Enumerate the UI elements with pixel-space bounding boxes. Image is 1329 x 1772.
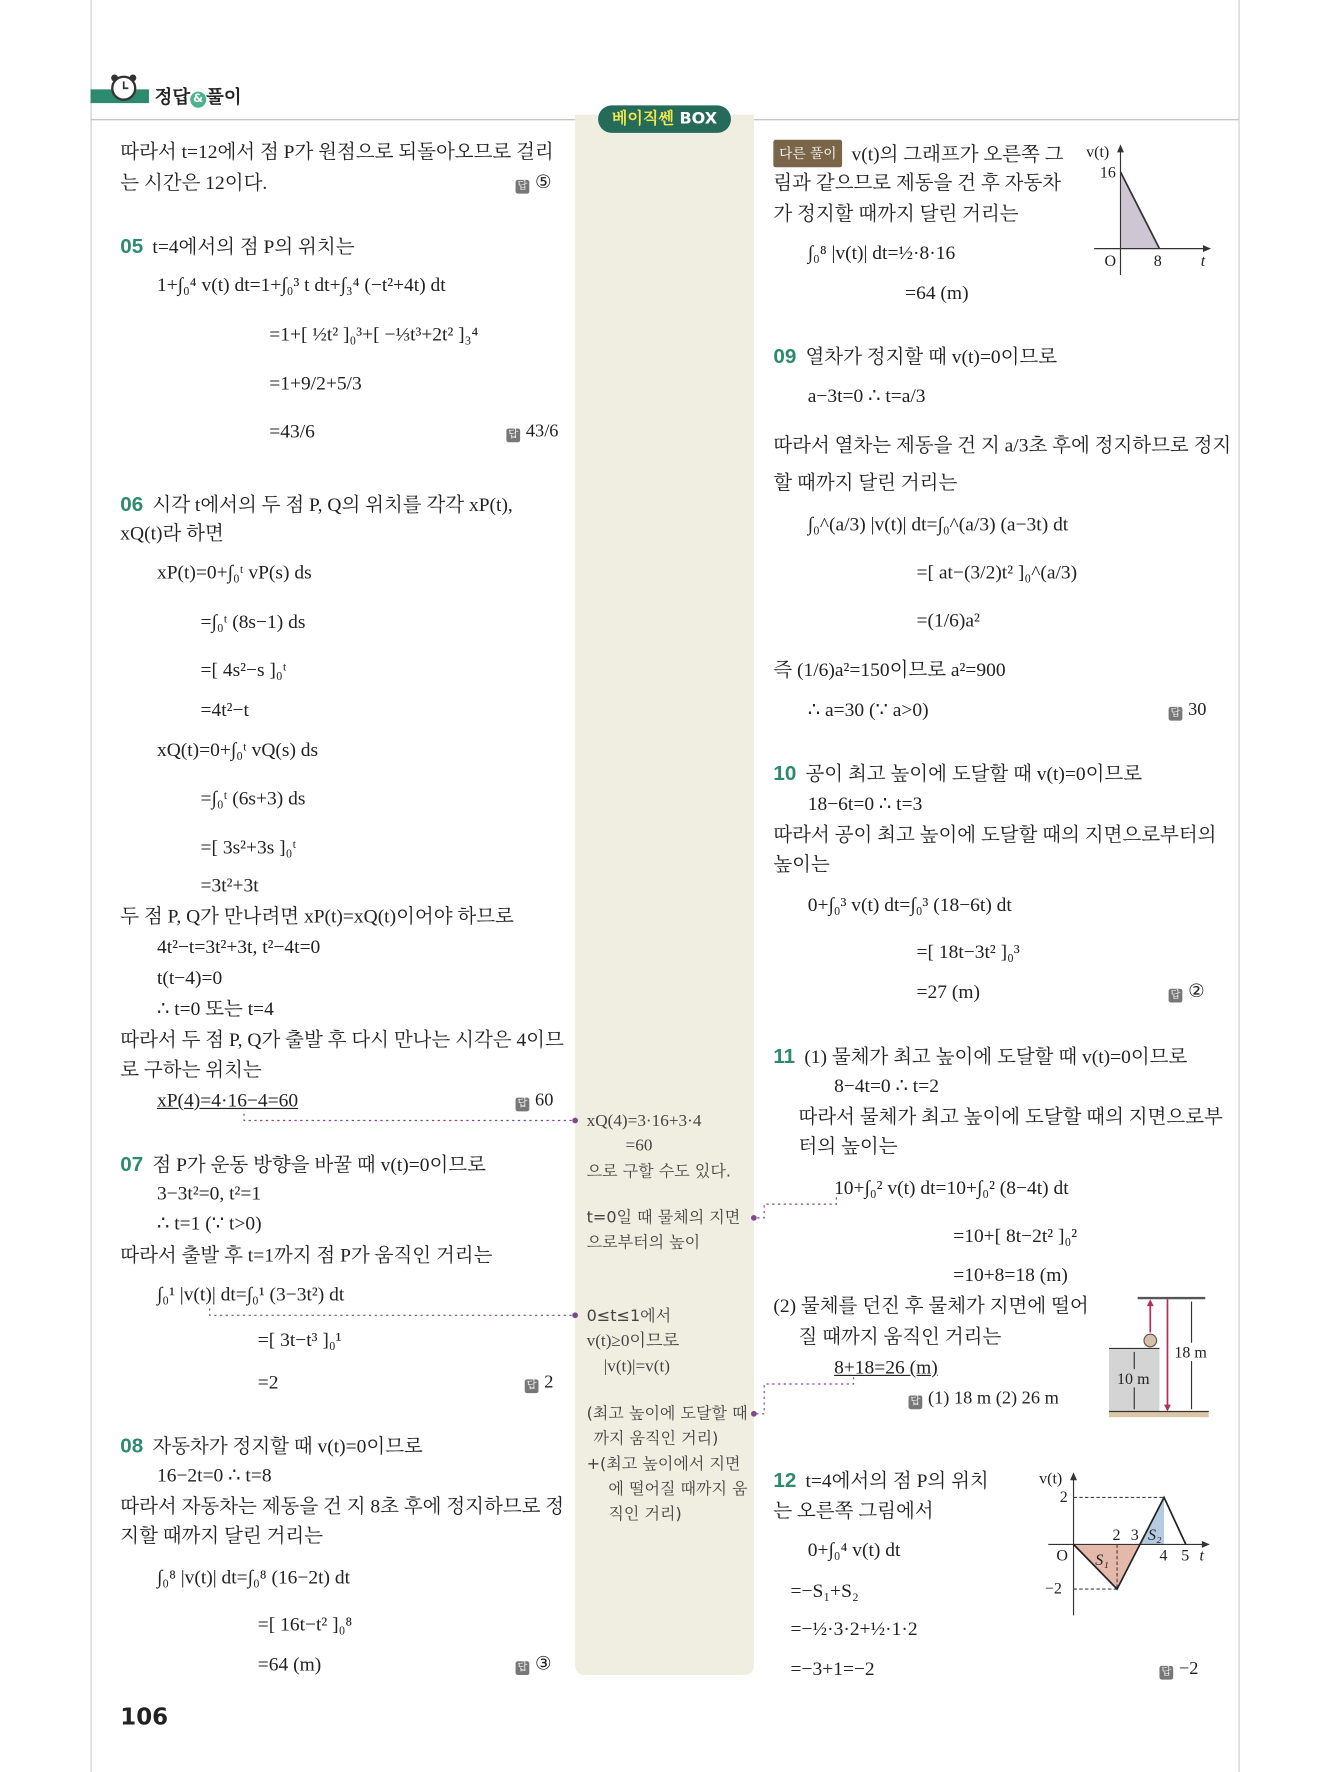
math-line: ∫₀⁸ |v(t)| dt=½·8·16: [807, 241, 956, 264]
box-note: =60: [625, 1136, 653, 1155]
text-line: 따라서 공이 최고 높이에 도달할 때의 지면으로부터의: [773, 823, 1217, 846]
math-line: =∫₀ᵗ (8s−1) ds: [200, 610, 306, 633]
math-line: xP(4)=4·16−4=60: [156, 1089, 299, 1112]
y-label: v(t): [1086, 143, 1110, 161]
answer-value: ⑤: [535, 173, 552, 193]
text-line: 따라서 출발 후 t=1까지 점 P가 움직인 거리는: [120, 1244, 493, 1266]
math-line: =43/6: [269, 420, 315, 443]
math-line: 1+∫₀⁴ v(t) dt=1+∫₀³ t dt+∫₃⁴ (−t²+4t) dt: [156, 273, 446, 296]
x-tick: 2: [1112, 1526, 1121, 1544]
text-line: 열차가 정지할 때 v(t)=0이므로: [805, 346, 1058, 368]
math-line: ∫₀¹ |v(t)| dt=∫₀¹ (3−3t²) dt: [156, 1283, 345, 1305]
ampersand-badge: &: [190, 92, 206, 108]
text-line: 터의 높이는: [798, 1135, 898, 1158]
text-line: xQ(t)라 하면: [120, 522, 224, 545]
text-line: 지할 때까지 달린 거리는: [120, 1524, 324, 1547]
math-line: =∫₀ᵗ (6s+3) ds: [200, 787, 306, 809]
s1-label: S₁: [1095, 1552, 1109, 1570]
text-line: 림과 같으므로 제동을 건 후 자동차: [773, 171, 1062, 194]
answer-icon: 답: [1170, 708, 1181, 720]
problem-number: 07: [120, 1152, 144, 1176]
text-line: 는 시간은 12이다.: [120, 171, 268, 194]
math-line: 18−6t=0 ∴ t=3: [807, 792, 923, 815]
answer-icon: 답: [508, 429, 519, 442]
math-line: 0+∫₀³ v(t) dt=∫₀³ (18−6t) dt: [807, 893, 1012, 916]
text-line: 로 구하는 위치는: [120, 1058, 262, 1081]
box-note: 으로 구할 수도 있다.: [586, 1162, 731, 1182]
math-line: =[ at−(3/2)t² ]₀^(a/3): [916, 561, 1078, 584]
box-note: 직인 거리): [608, 1505, 682, 1524]
text-line: (1) 물체가 최고 높이에 도달할 때 v(t)=0이므로: [804, 1046, 1188, 1068]
text-line: 할 때까지 달린 거리는: [773, 472, 958, 494]
alt-solution-tag: 다른 풀이: [773, 140, 842, 167]
text-line: 높이는: [773, 853, 830, 876]
box-note: xQ(4)=3·16+3·4: [586, 1112, 702, 1131]
math-line: =1+9/2+5/3: [269, 372, 362, 395]
y-label: v(t): [1039, 1470, 1063, 1488]
math-line: =2: [257, 1371, 279, 1394]
text-line: 는 오른쪽 그림에서: [773, 1499, 934, 1522]
text-line: 따라서 열차는 제동을 건 지 a/3초 후에 정지하므로 정지: [773, 434, 1232, 456]
math-line: t(t−4)=0: [156, 966, 223, 989]
math-line: 16−2t=0 ∴ t=8: [156, 1464, 272, 1486]
title-text: 정답: [154, 85, 191, 108]
answer-icon: 답: [1161, 1666, 1172, 1679]
problem-number: 09: [773, 344, 797, 368]
math-line: =10+[ 8t−2t² ]₀²: [953, 1224, 1078, 1247]
text-line: 가 정지할 때까지 달린 거리는: [773, 202, 1019, 225]
box-note: (최고 높이에 도달할 때: [586, 1404, 748, 1423]
text-line: 따라서 물체가 최고 높이에 도달할 때의 지면으로부: [798, 1105, 1223, 1128]
text-line: 즉 (1/6)a²=150이므로 a²=900: [773, 658, 1006, 681]
answer-value: 43/6: [525, 421, 559, 442]
math-line: a−3t=0 ∴ t=a/3: [807, 384, 926, 407]
math-line: =[ 16t−t² ]₀⁸: [257, 1613, 353, 1635]
math-line: 8−4t=0 ∴ t=2: [834, 1074, 939, 1097]
velocity-line: [1074, 1497, 1186, 1589]
box-note: 에 떨어질 때까지 움: [608, 1480, 748, 1499]
problem-number: 12: [773, 1468, 797, 1492]
answer-value: 30: [1188, 700, 1207, 720]
box-note: t=0일 때 물체의 지면: [586, 1208, 741, 1228]
answer-icon: 답: [526, 1380, 537, 1393]
math-line: =−½·3·2+½·1·2: [790, 1617, 918, 1640]
math-line: =−S₁+S₂: [790, 1579, 859, 1602]
answer-icon: 답: [517, 181, 528, 193]
text-line: (2) 물체를 던진 후 물체가 지면에 떨어: [773, 1294, 1089, 1317]
math-line: =1+[ ½t² ]₀³+[ −⅓t³+2t² ]₃⁴: [269, 323, 479, 345]
box-note: 으로부터의 높이: [586, 1233, 701, 1253]
answer-value: 2: [544, 1372, 554, 1393]
x-label: t: [1200, 252, 1206, 270]
problem-number: 05: [120, 234, 144, 258]
math-line: ∫₀^(a/3) |v(t)| dt=∫₀^(a/3) (a−3t) dt: [807, 513, 1069, 536]
answer-value: 60: [535, 1090, 554, 1111]
answer-icon: 답: [910, 1396, 921, 1409]
math-line: =64 (m): [257, 1653, 322, 1676]
answer-value: ③: [535, 1654, 552, 1674]
math-line: =[ 4s²−s ]₀ᵗ: [200, 658, 287, 681]
math-line: 3−3t²=0, t²=1: [156, 1182, 262, 1205]
text-line: 시각 t에서의 두 점 P, Q의 위치를 각각 xP(t),: [152, 493, 513, 516]
answer-value: (1) 18 m (2) 26 m: [928, 1388, 1059, 1409]
answer-icon: 답: [1170, 989, 1181, 1002]
text-line: 공이 최고 높이에 도달할 때 v(t)=0이므로: [805, 763, 1143, 785]
x-tick: 4: [1159, 1547, 1168, 1565]
text-line: 따라서 자동차는 제동을 건 지 8초 후에 정지하므로 정: [120, 1495, 565, 1517]
math-line: =4t²−t: [200, 698, 249, 721]
box-note: +(최고 높이에서 지면: [586, 1455, 741, 1474]
answer-icon: 답: [517, 1662, 528, 1674]
math-line: 10+∫₀² v(t) dt=10+∫₀² (8−4t) dt: [834, 1176, 1069, 1199]
box-note: 0≤t≤1에서: [586, 1307, 672, 1326]
math-line: 4t²−t=3t²+3t, t²−4t=0: [156, 936, 321, 958]
answer-icon: 답: [517, 1098, 528, 1111]
box-note: 까지 움직인 거리): [593, 1429, 719, 1449]
y-tick: 16: [1099, 164, 1116, 182]
box-title-text: 베이직쎈: [611, 109, 680, 129]
problem-number: 06: [120, 492, 144, 516]
answer-value: ②: [1188, 981, 1205, 1002]
math-line: ∴ t=1 (∵ t>0): [156, 1212, 262, 1234]
text-line: 자동차가 정지할 때 v(t)=0이므로: [152, 1435, 423, 1458]
text-line: 따라서 t=12에서 점 P가 원점으로 되돌아오므로 걸리: [120, 140, 554, 163]
title-text: 풀이: [206, 85, 242, 108]
x-tick: 8: [1153, 252, 1162, 270]
math-line: =[ 3s²+3s ]₀ᵗ: [200, 836, 297, 859]
text-line: 질 때까지 움직인 거리는: [798, 1325, 1002, 1348]
text-line: 따라서 두 점 P, Q가 출발 후 다시 만나는 시각은 4이므: [120, 1028, 564, 1051]
box-note: |v(t)|=v(t): [603, 1357, 670, 1376]
page-number: 106: [120, 1702, 169, 1731]
x-tick: 3: [1130, 1526, 1139, 1544]
math-line: 8+18=26 (m): [834, 1356, 938, 1379]
origin-label: O: [1104, 252, 1117, 270]
s2-label: S₂: [1147, 1526, 1162, 1544]
math-line: xQ(t)=0+∫₀ᵗ vQ(s) ds: [156, 738, 319, 761]
problem-number: 11: [773, 1044, 796, 1068]
y-tick: −2: [1044, 1580, 1062, 1598]
problem-number: 08: [120, 1434, 144, 1458]
problem-number: 10: [773, 761, 797, 785]
answer-value: −2: [1178, 1658, 1199, 1679]
text-line: t=4에서의 점 P의 위치는: [152, 236, 355, 258]
math-line: ∴ a=30 (∵ a>0): [807, 698, 929, 721]
math-line: =3t²+3t: [200, 874, 259, 896]
x-tick: 5: [1181, 1547, 1190, 1565]
label-10m: 10 m: [1117, 1371, 1150, 1389]
x-label: t: [1199, 1547, 1205, 1565]
box-note: v(t)≥0이므로: [586, 1332, 680, 1351]
math-line: 0+∫₀⁴ v(t) dt: [807, 1538, 901, 1561]
math-line: ∫₀⁸ |v(t)| dt=∫₀⁸ (16−2t) dt: [156, 1566, 351, 1588]
math-line: =64 (m): [905, 281, 969, 304]
y-tick: 2: [1059, 1489, 1068, 1507]
text-line: t=4에서의 점 P의 위치: [805, 1469, 989, 1492]
label-18m: 18 m: [1174, 1344, 1207, 1362]
math-line: =(1/6)a²: [916, 609, 980, 632]
math-line: =27 (m): [916, 980, 981, 1003]
origin-label: O: [1056, 1547, 1068, 1565]
math-line: =−3+1=−2: [790, 1657, 875, 1680]
math-line: =[ 18t−3t² ]₀³: [916, 940, 1020, 963]
text-line: v(t)의 그래프가 오른쪽 그: [851, 143, 1064, 165]
text-line: 두 점 P, Q가 만나려면 xP(t)=xQ(t)이어야 하므로: [120, 905, 514, 927]
math-line: =10+8=18 (m): [953, 1263, 1068, 1286]
math-line: =[ 3t−t³ ]₀¹: [257, 1329, 342, 1351]
text-line: 점 P가 운동 방향을 바꿀 때 v(t)=0이므로: [152, 1153, 486, 1176]
box-title-bold: BOX: [679, 109, 718, 129]
math-line: ∴ t=0 또는 t=4: [156, 997, 274, 1020]
math-line: xP(t)=0+∫₀ᵗ vP(s) ds: [156, 561, 312, 584]
